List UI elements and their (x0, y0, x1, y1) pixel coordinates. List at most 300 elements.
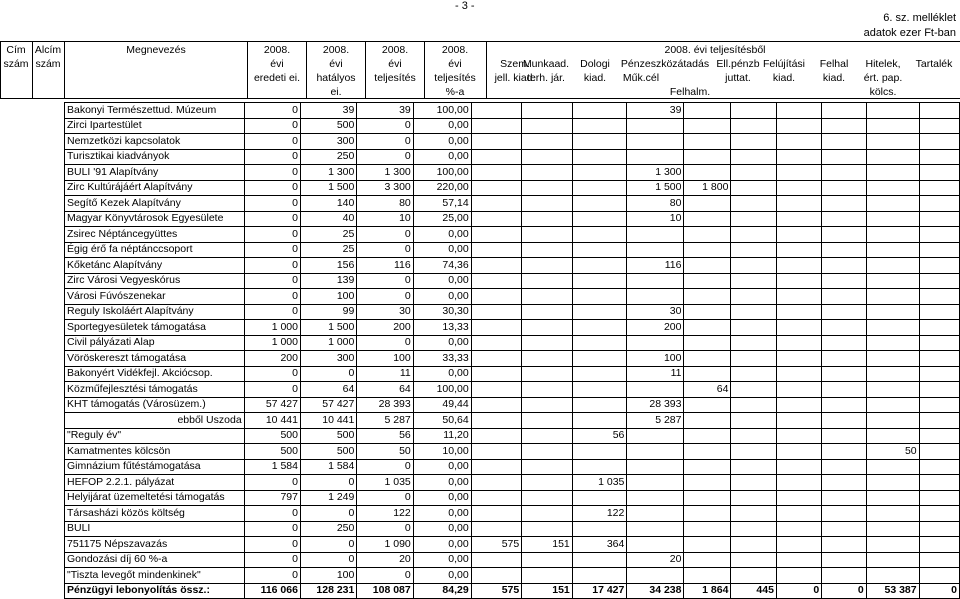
cell-col-2: 57 427 (300, 397, 356, 413)
cell-col-13 (866, 227, 919, 243)
cell-col-10 (731, 211, 777, 227)
cell-col-5 (471, 149, 522, 165)
header-col1-line: 2008. (263, 44, 291, 56)
cell-col-6 (522, 475, 573, 491)
cell-col-8 (627, 475, 684, 491)
header-penzeszk-line: Felhalm. (669, 86, 711, 98)
table-row (65, 273, 960, 289)
cell-col-10 (731, 537, 777, 553)
cell-col-1: 0 (244, 196, 300, 212)
cell-col-2: 0 (300, 506, 356, 522)
header-penzeszk-line: Műk.cél (622, 72, 660, 84)
cell-col-10 (731, 444, 777, 460)
cell-col-9 (684, 413, 731, 429)
cell-col-4: 0,00 (413, 568, 471, 584)
header-col4-line: teljesítés (434, 72, 476, 84)
cell-col-12 (822, 242, 866, 258)
cell-col-3: 20 (357, 552, 413, 568)
cell-col-1: 0 (244, 227, 300, 243)
cell-col-11 (776, 475, 821, 491)
cell-col-6 (522, 258, 573, 274)
cell-col-2: 0 (300, 537, 356, 553)
cell-col-11 (776, 227, 821, 243)
cell-col-11 (776, 506, 821, 522)
cell-col-9: 1 800 (684, 180, 731, 196)
cell-col-12 (822, 428, 866, 444)
cell-col-8 (627, 134, 684, 150)
cell-col-9 (684, 428, 731, 444)
cell-col-1: 0 (244, 506, 300, 522)
cell-col-10 (731, 366, 777, 382)
table-row (65, 320, 960, 336)
cell-col-10 (731, 242, 777, 258)
cell-col-4: 0,00 (413, 134, 471, 150)
cell-col-1: 0 (244, 165, 300, 181)
table-row (65, 506, 960, 522)
cell-col-5 (471, 134, 522, 150)
header-alcim-szam: szám (35, 58, 61, 70)
cell-col-4: 25,00 (413, 211, 471, 227)
cell-col-13 (866, 552, 919, 568)
cell-col-8 (627, 227, 684, 243)
header-ellpenz-line: Ell.pénzb (716, 58, 760, 70)
cell-col-6 (522, 351, 573, 367)
table-row (65, 382, 960, 398)
cell-col-10 (731, 118, 777, 134)
cell-col-8: 10 (627, 211, 684, 227)
cell-col-7: 364 (572, 537, 627, 553)
cell-col-13 (866, 165, 919, 181)
cell-col-14 (919, 242, 959, 258)
cell-col-5 (471, 242, 522, 258)
cell-col-12 (822, 227, 866, 243)
cell-col-11 (776, 180, 821, 196)
row-name: Turisztikai kiadványok (65, 149, 245, 165)
cell-col-8 (627, 118, 684, 134)
cell-col-13 (866, 103, 919, 119)
cell-col-12 (822, 304, 866, 320)
cell-col-4: 0,00 (413, 552, 471, 568)
cell-col-10 (731, 320, 777, 336)
cell-col-13 (866, 475, 919, 491)
cell-col-1: 0 (244, 149, 300, 165)
cell-col-7: 17 427 (572, 583, 627, 599)
cell-col-11 (776, 304, 821, 320)
cell-col-4: 0,00 (413, 335, 471, 351)
cell-col-14 (919, 134, 959, 150)
cell-col-14 (919, 304, 959, 320)
header-col3-line: teljesítés (374, 72, 416, 84)
cell-col-6 (522, 428, 573, 444)
cell-col-6 (522, 521, 573, 537)
header-megnevezes: Megnevezés (126, 44, 186, 56)
cell-col-7: 122 (572, 506, 627, 522)
cell-col-13 (866, 413, 919, 429)
cell-col-10 (731, 382, 777, 398)
cell-col-9 (684, 165, 731, 181)
cell-col-10 (731, 335, 777, 351)
cell-col-12 (822, 537, 866, 553)
cell-col-9 (684, 227, 731, 243)
cell-col-8: 39 (627, 103, 684, 119)
table-row (65, 211, 960, 227)
row-name: "Reguly év" (65, 428, 245, 444)
cell-col-9 (684, 289, 731, 305)
cell-col-12 (822, 134, 866, 150)
cell-col-5 (471, 273, 522, 289)
cell-col-9 (684, 335, 731, 351)
cell-col-12 (822, 165, 866, 181)
cell-col-3: 1 300 (357, 165, 413, 181)
cell-col-13 (866, 304, 919, 320)
header-penzeszk-line: Pénzeszközátadás (620, 58, 710, 70)
cell-col-1: 0 (244, 537, 300, 553)
row-name: Kamatmentes kölcsön (65, 444, 245, 460)
cell-col-4: 0,00 (413, 459, 471, 475)
table-row (65, 444, 960, 460)
header-col2-line: 2008. (322, 44, 350, 56)
cell-col-12 (822, 552, 866, 568)
cell-col-3: 100 (357, 351, 413, 367)
cell-col-2: 250 (300, 521, 356, 537)
cell-col-7 (572, 382, 627, 398)
cell-col-12 (822, 149, 866, 165)
cell-col-2: 1 500 (300, 320, 356, 336)
cell-col-13 (866, 196, 919, 212)
header-col4-line: évi (448, 58, 462, 70)
header-group-title: 2008. évi teljesítésből (664, 44, 766, 56)
cell-col-9 (684, 273, 731, 289)
cell-col-12 (822, 118, 866, 134)
cell-col-1: 0 (244, 258, 300, 274)
cell-col-14 (919, 521, 959, 537)
cell-col-5 (471, 180, 522, 196)
cell-col-7 (572, 552, 627, 568)
cell-col-8: 200 (627, 320, 684, 336)
cell-col-5 (471, 211, 522, 227)
cell-col-1: 0 (244, 118, 300, 134)
cell-col-4: 84,29 (413, 583, 471, 599)
cell-col-1: 0 (244, 180, 300, 196)
cell-col-10 (731, 506, 777, 522)
cell-col-1: 116 066 (244, 583, 300, 599)
cell-col-12 (822, 335, 866, 351)
cell-col-9: 64 (684, 382, 731, 398)
cell-col-3: 64 (357, 382, 413, 398)
cell-col-13 (866, 289, 919, 305)
cell-col-2: 500 (300, 428, 356, 444)
cell-col-2: 1 584 (300, 459, 356, 475)
cell-col-7 (572, 413, 627, 429)
header-col4-line: %-a (445, 86, 465, 98)
cell-col-10 (731, 304, 777, 320)
cell-col-14 (919, 444, 959, 460)
cell-col-4: 100,00 (413, 103, 471, 119)
cell-col-4: 13,33 (413, 320, 471, 336)
cell-col-10 (731, 397, 777, 413)
cell-col-9 (684, 475, 731, 491)
cell-col-8 (627, 149, 684, 165)
cell-col-12 (822, 397, 866, 413)
cell-col-13 (866, 335, 919, 351)
cell-col-9 (684, 506, 731, 522)
cell-col-13 (866, 459, 919, 475)
cell-col-3: 116 (357, 258, 413, 274)
cell-col-3: 80 (357, 196, 413, 212)
cell-col-14: 0 (919, 583, 959, 599)
cell-col-12 (822, 211, 866, 227)
cell-col-3: 1 090 (357, 537, 413, 553)
cell-col-7 (572, 149, 627, 165)
cell-col-8 (627, 537, 684, 553)
annex-unit: adatok ezer Ft-ban (863, 27, 956, 39)
cell-col-11: 0 (776, 583, 821, 599)
cell-col-10 (731, 273, 777, 289)
header-dologi-line: Dologi (580, 58, 610, 70)
row-name: Nemzetközi kapcsolatok (65, 134, 245, 150)
cell-col-12 (822, 568, 866, 584)
row-name: Gondozási díj 60 %-a (65, 552, 245, 568)
cell-col-1: 0 (244, 289, 300, 305)
table-row (65, 134, 960, 150)
cell-col-12 (822, 103, 866, 119)
table-row (65, 490, 960, 506)
row-name: Bakonyért Vidékfejl. Akciócsop. (65, 366, 245, 382)
cell-col-14 (919, 180, 959, 196)
cell-col-12: 0 (822, 583, 866, 599)
cell-col-14 (919, 537, 959, 553)
table-row (65, 149, 960, 165)
cell-col-9 (684, 552, 731, 568)
cell-col-6 (522, 134, 573, 150)
cell-col-1: 57 427 (244, 397, 300, 413)
cell-col-4: 0,00 (413, 273, 471, 289)
cell-col-7 (572, 273, 627, 289)
cell-col-13 (866, 397, 919, 413)
cell-col-5 (471, 490, 522, 506)
cell-col-1: 0 (244, 273, 300, 289)
cell-col-14 (919, 149, 959, 165)
cell-col-11 (776, 335, 821, 351)
cell-col-10 (731, 568, 777, 584)
cell-col-13 (866, 180, 919, 196)
cell-col-4: 0,00 (413, 521, 471, 537)
header-szem-line: Szem. (500, 58, 530, 70)
cell-col-4: 0,00 (413, 227, 471, 243)
cell-col-4: 0,00 (413, 118, 471, 134)
row-name: HEFOP 2.2.1. pályázat (65, 475, 245, 491)
cell-col-6 (522, 320, 573, 336)
cell-col-6 (522, 304, 573, 320)
row-name: Kőketánc Alapítvány (65, 258, 245, 274)
cell-col-5 (471, 413, 522, 429)
header-hitelek-line: ért. pap. (863, 72, 903, 84)
data-table (64, 102, 960, 599)
cell-col-11 (776, 289, 821, 305)
cell-col-4: 100,00 (413, 165, 471, 181)
row-name: Helyijárat üzemeltetési támogatás (65, 490, 245, 506)
cell-col-5 (471, 459, 522, 475)
cell-col-12 (822, 180, 866, 196)
cell-col-1: 500 (244, 428, 300, 444)
table-row (65, 258, 960, 274)
cell-col-7 (572, 397, 627, 413)
cell-col-4: 0,00 (413, 366, 471, 382)
cell-col-13 (866, 428, 919, 444)
cell-col-6 (522, 165, 573, 181)
cell-col-9 (684, 397, 731, 413)
cell-col-2: 40 (300, 211, 356, 227)
row-name: Közműfejlesztési támogatás (65, 382, 245, 398)
cell-col-4: 49,44 (413, 397, 471, 413)
header-hitelek-line: kölcs. (869, 86, 897, 98)
cell-col-10 (731, 490, 777, 506)
cell-col-12 (822, 459, 866, 475)
table-row (65, 459, 960, 475)
cell-col-7 (572, 490, 627, 506)
header-col2-line: ei. (330, 86, 342, 98)
cell-col-13 (866, 521, 919, 537)
row-name: Zirc Kultúrájáért Alapítvány (65, 180, 245, 196)
cell-col-4: 33,33 (413, 351, 471, 367)
cell-col-3: 0 (357, 149, 413, 165)
cell-col-1: 0 (244, 552, 300, 568)
cell-col-14 (919, 211, 959, 227)
cell-col-11 (776, 552, 821, 568)
cell-col-4: 30,30 (413, 304, 471, 320)
table-row (65, 413, 960, 429)
cell-col-10: 445 (731, 583, 777, 599)
cell-col-14 (919, 335, 959, 351)
cell-col-14 (919, 227, 959, 243)
cell-col-5 (471, 196, 522, 212)
cell-col-2: 100 (300, 568, 356, 584)
cell-col-9: 1 864 (684, 583, 731, 599)
cell-col-3: 28 393 (357, 397, 413, 413)
cell-col-11 (776, 211, 821, 227)
cell-col-14 (919, 258, 959, 274)
cell-col-3: 108 087 (357, 583, 413, 599)
table-row (65, 351, 960, 367)
cell-col-8: 30 (627, 304, 684, 320)
cell-col-5 (471, 444, 522, 460)
cell-col-3: 10 (357, 211, 413, 227)
cell-col-14 (919, 165, 959, 181)
cell-col-6 (522, 180, 573, 196)
cell-col-11 (776, 273, 821, 289)
table-row (65, 335, 960, 351)
cell-col-1: 1 000 (244, 335, 300, 351)
cell-col-3: 200 (357, 320, 413, 336)
cell-col-14 (919, 568, 959, 584)
header-felujitasi-line: Felújítási (762, 58, 806, 70)
cell-col-7 (572, 289, 627, 305)
cell-col-7 (572, 335, 627, 351)
table-row (65, 196, 960, 212)
cell-col-8 (627, 428, 684, 444)
cell-col-13 (866, 366, 919, 382)
row-name: Pénzügyi lebonyolítás össz.: (65, 583, 245, 599)
cell-col-13 (866, 258, 919, 274)
cell-col-12 (822, 521, 866, 537)
cell-col-3: 56 (357, 428, 413, 444)
cell-col-9 (684, 304, 731, 320)
cell-col-11 (776, 537, 821, 553)
cell-col-2: 10 441 (300, 413, 356, 429)
cell-col-11 (776, 242, 821, 258)
cell-col-3: 50 (357, 444, 413, 460)
cell-col-10 (731, 428, 777, 444)
table-row (65, 552, 960, 568)
cell-col-11 (776, 149, 821, 165)
cell-col-6 (522, 444, 573, 460)
cell-col-12 (822, 289, 866, 305)
cell-col-12 (822, 273, 866, 289)
cell-col-3: 0 (357, 490, 413, 506)
cell-col-5 (471, 304, 522, 320)
cell-col-3: 122 (357, 506, 413, 522)
cell-col-7 (572, 444, 627, 460)
cell-col-6 (522, 103, 573, 119)
cell-col-5 (471, 227, 522, 243)
cell-col-8 (627, 382, 684, 398)
cell-col-3: 30 (357, 304, 413, 320)
cell-col-6 (522, 552, 573, 568)
cell-col-7 (572, 521, 627, 537)
cell-col-8: 20 (627, 552, 684, 568)
cell-col-2: 500 (300, 118, 356, 134)
cell-col-4: 74,36 (413, 258, 471, 274)
cell-col-8 (627, 335, 684, 351)
cell-col-9 (684, 258, 731, 274)
cell-col-10 (731, 196, 777, 212)
cell-col-13 (866, 351, 919, 367)
row-name: Bakonyi Természettud. Múzeum (65, 103, 245, 119)
table-row (65, 397, 960, 413)
header-col3-line: évi (388, 58, 402, 70)
cell-col-9 (684, 242, 731, 258)
cell-col-4: 57,14 (413, 196, 471, 212)
cell-col-7 (572, 180, 627, 196)
cell-col-10 (731, 413, 777, 429)
cell-col-5 (471, 382, 522, 398)
cell-col-5 (471, 335, 522, 351)
header-felhal-line: kiad. (822, 72, 846, 84)
cell-col-13 (866, 118, 919, 134)
cell-col-8 (627, 568, 684, 584)
cell-col-9 (684, 444, 731, 460)
cell-col-1: 200 (244, 351, 300, 367)
cell-col-6 (522, 149, 573, 165)
cell-col-2: 25 (300, 227, 356, 243)
cell-col-8: 116 (627, 258, 684, 274)
cell-col-10 (731, 180, 777, 196)
cell-col-14 (919, 103, 959, 119)
cell-col-10 (731, 165, 777, 181)
cell-col-1: 1 000 (244, 320, 300, 336)
cell-col-4: 50,64 (413, 413, 471, 429)
cell-col-1: 10 441 (244, 413, 300, 429)
cell-col-11 (776, 351, 821, 367)
cell-col-5 (471, 475, 522, 491)
header-dologi-line: kiad. (583, 72, 607, 84)
cell-col-2: 300 (300, 351, 356, 367)
header-tartalek-line: Tartalék (915, 58, 953, 70)
cell-col-1: 0 (244, 211, 300, 227)
cell-col-10 (731, 134, 777, 150)
cell-col-3: 1 035 (357, 475, 413, 491)
header-felhal-line: Felhal (819, 58, 849, 70)
